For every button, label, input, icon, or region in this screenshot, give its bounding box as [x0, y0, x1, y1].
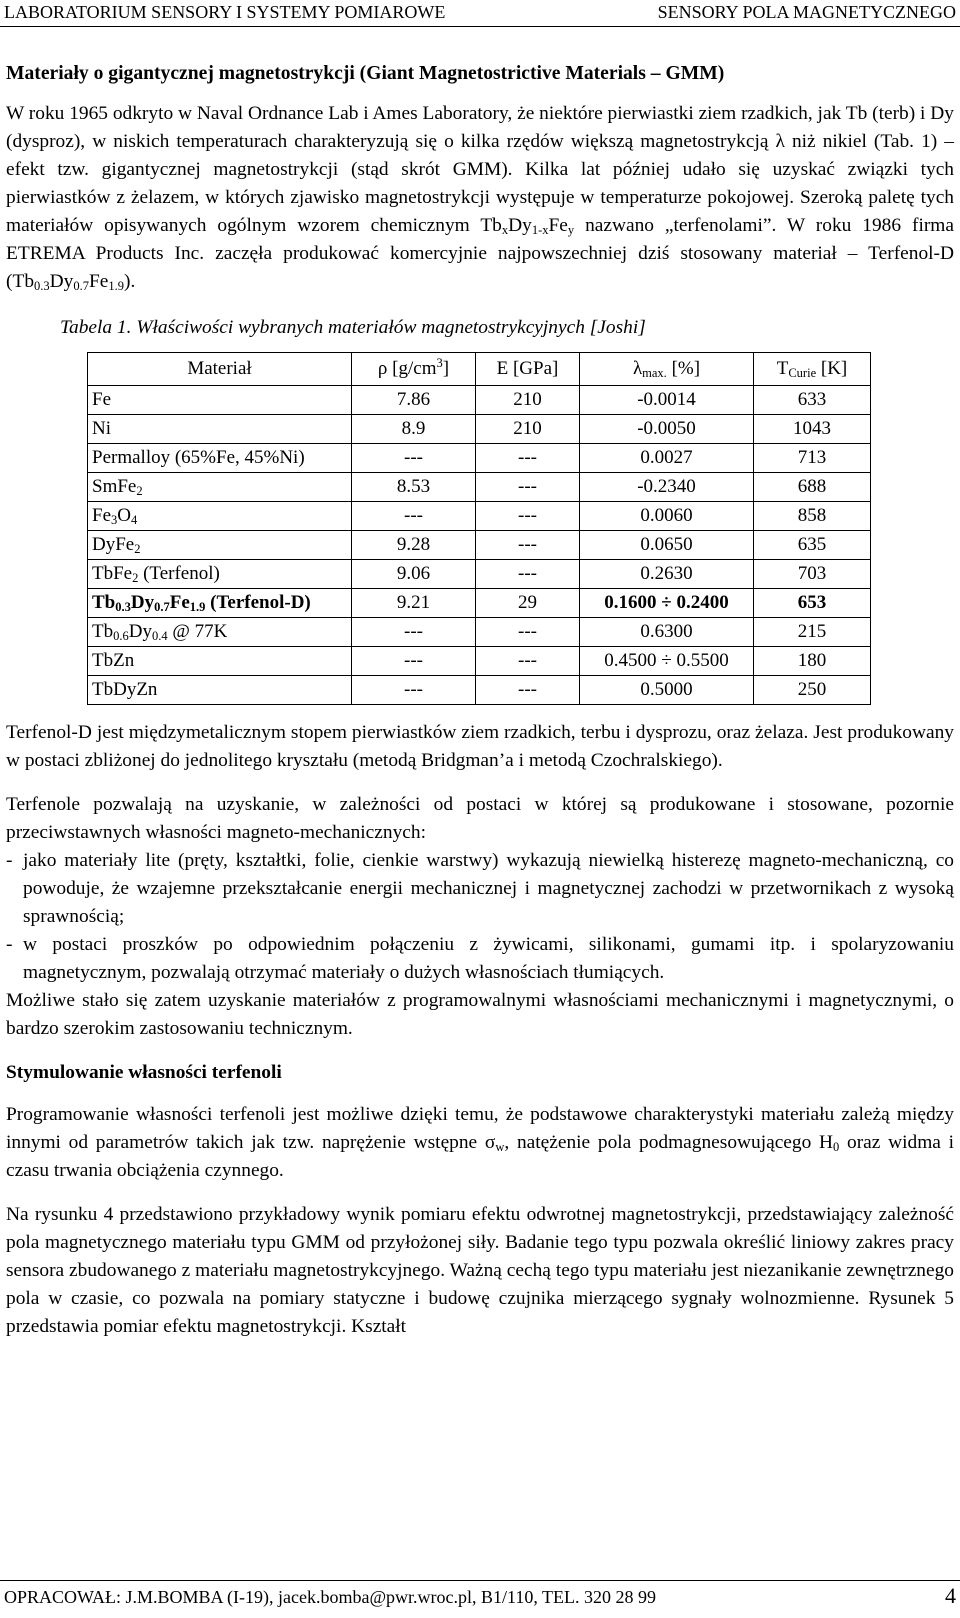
cell-curie: 703	[754, 560, 871, 589]
cell-density: 7.86	[352, 386, 476, 415]
table-caption: Tabela 1. Właściwości wybranych materiałów magnetostrykcyjnych [Joshi]	[60, 317, 646, 338]
table-row	[88, 444, 871, 473]
material-text-4: (Terfenol-D)	[205, 592, 311, 613]
header-lambda-sub: max.	[642, 366, 667, 380]
cell-density: ---	[352, 444, 476, 473]
properties-list	[6, 847, 954, 987]
cell-material	[88, 502, 352, 531]
material-sub-2: 4	[130, 513, 138, 527]
page-header	[0, 0, 960, 27]
header-t-text: T	[776, 358, 789, 379]
cell-material	[88, 531, 352, 560]
material-text: TbFe	[92, 563, 133, 584]
table-row	[88, 415, 871, 444]
material-sub-3: 1.9	[189, 600, 206, 614]
material-text-3: @ 77K	[167, 621, 228, 642]
material-sub: 2	[134, 542, 141, 556]
cell-curie: 215	[754, 618, 871, 647]
header-t-end: [K]	[816, 358, 848, 379]
cell-curie: 688	[754, 473, 871, 502]
material-text: Fe	[92, 505, 111, 526]
cell-density: 9.28	[352, 531, 476, 560]
list-item	[6, 931, 954, 987]
sigma-symbol: σ	[484, 1132, 496, 1153]
table-row	[88, 386, 871, 415]
header-curie	[754, 353, 871, 386]
header-rho-text: ρ [g/cm	[377, 358, 437, 379]
sigma-sub: w	[495, 1140, 505, 1154]
cell-material	[88, 473, 352, 502]
cell-density: 8.53	[352, 473, 476, 502]
cell-material	[88, 386, 352, 415]
cell-lambda: -0.0014	[580, 386, 754, 415]
cell-modulus: 210	[476, 415, 580, 444]
cell-density: ---	[352, 676, 476, 705]
p5-text-1: Programowanie własności terfenoli jest możliwe dzięki temu, że podstawowe charakterystyki materiału zależą między innymi od parametrów takich jak tzw. naprężenie wstępne	[6, 1104, 954, 1153]
header-lambda-text: λ	[632, 358, 643, 379]
cell-material	[88, 560, 352, 589]
header-lambda-end: [%]	[666, 358, 701, 379]
formula2-fe: Fe	[88, 271, 109, 292]
material-sub: 2	[136, 484, 143, 498]
cell-material	[88, 589, 352, 618]
paragraph-terfenole: Terfenole pozwalają na uzyskanie, w zależności od postaci w której są produkowane i stosowane, pozornie przeciwstawnych własności magneto-mechanicznych:	[6, 794, 954, 843]
cell-material	[88, 676, 352, 705]
cell-lambda: 0.0060	[580, 502, 754, 531]
material-text-2: Dy	[130, 592, 155, 613]
header-e-text: E [GPa]	[496, 358, 559, 379]
cell-material	[88, 647, 352, 676]
cell-modulus: 210	[476, 386, 580, 415]
material-sub: 0.6	[113, 629, 129, 643]
cell-curie: 653	[754, 589, 871, 618]
material-text-2: (Terfenol)	[138, 563, 220, 584]
material-text: Tb	[92, 592, 116, 613]
formula-x: x	[501, 223, 509, 237]
header-rho-end: ]	[442, 358, 450, 379]
formula2-19: 1.9	[108, 279, 124, 293]
header-lambda	[580, 353, 754, 386]
formula-1x: 1-x	[531, 223, 549, 237]
cell-material	[88, 618, 352, 647]
table-header-row	[88, 353, 871, 386]
paragraph-programowanie	[6, 1101, 954, 1185]
cell-density: 9.06	[352, 560, 476, 589]
cell-modulus: ---	[476, 560, 580, 589]
cell-material	[88, 415, 352, 444]
cell-density: 8.9	[352, 415, 476, 444]
cell-density: 9.21	[352, 589, 476, 618]
intro-text-1: W roku 1965 odkryto w Naval Ordnance Lab i Ames Laboratory, że niektóre pierwiastki ziem rzadkich, jak Tb (terb) i Dy (dysproz), w niskich temperaturach charakteryzują się o kilka rzędów większą magnetostrykcją λ niż nikiel (Tab. 1) – efekt tzw. gigantycznej magnetostrykcji (stąd skrót GMM). Kilka lat później udało się uzyskać związki tych pierwiastków z żelazem, w których zjawisko magnetostrykcji występuje w temperaturze pokojowej. Szeroką paletę tych materiałów opisywanych ogólnym wzorem chemicznym	[6, 103, 954, 236]
list-dash: -	[6, 850, 13, 871]
material-text-3: Fe	[169, 592, 190, 613]
material-text: Permalloy (65%Fe, 45%Ni)	[92, 447, 305, 468]
formula-y: y	[567, 223, 575, 237]
cell-lambda: 0.4500 ÷ 0.5500	[580, 647, 754, 676]
cell-lambda: 0.1600 ÷ 0.2400	[580, 589, 754, 618]
cell-modulus: ---	[476, 676, 580, 705]
formula2-07: 0.7	[73, 279, 89, 293]
intro-text-3: ).	[124, 271, 136, 292]
table-row	[88, 560, 871, 589]
header-left: LABORATORIUM SENSORY I SYSTEMY POMIAROWE	[4, 2, 446, 22]
header-material	[88, 353, 352, 386]
material-text: Tb	[92, 621, 114, 642]
cell-modulus: ---	[476, 647, 580, 676]
paragraph-terfenol-d: Terfenol-D jest międzymetalicznym stopem pierwiastków ziem rzadkich, terbu i dysprozu, oraz żelaza. Jest produkowany w postaci zbliżonej do jednolitego kryształu (metodą Bridgman’a i metodą Czochralskiego).	[6, 722, 954, 771]
cell-density: ---	[352, 618, 476, 647]
cell-modulus: 29	[476, 589, 580, 618]
cell-curie: 180	[754, 647, 871, 676]
material-sub: 2	[132, 571, 139, 585]
p5-text-3: oraz widma i czasu trwania obciążenia czynnego.	[6, 1132, 955, 1181]
cell-modulus: ---	[476, 531, 580, 560]
formula2-03: 0.3	[34, 279, 50, 293]
cell-modulus: ---	[476, 502, 580, 531]
header-density	[352, 353, 476, 386]
material-sub: 3	[111, 513, 118, 527]
cell-lambda: -0.0050	[580, 415, 754, 444]
intro-paragraph	[6, 100, 954, 296]
header-t-sub: Curie	[788, 366, 817, 380]
cell-curie: 635	[754, 531, 871, 560]
material-sub-2: 0.7	[154, 600, 170, 614]
table-row	[88, 676, 871, 705]
material-text: TbDyZn	[92, 679, 158, 700]
material-text: TbZn	[92, 650, 135, 671]
header-material-text: Materiał	[187, 358, 252, 379]
page-footer	[0, 1580, 960, 1618]
formula-tb: Tb	[480, 215, 502, 236]
cell-lambda: 0.0027	[580, 444, 754, 473]
p5-text-2: , natężenie pola podmagnesowującego H	[504, 1132, 834, 1153]
table-row	[88, 502, 871, 531]
page-content	[6, 60, 954, 1341]
material-sub-2: 0.4	[151, 629, 168, 643]
section-title: Materiały o gigantycznej magnetostrykcji (Giant Magnetostrictive Materials – GMM)	[6, 63, 725, 84]
material-sub: 0.3	[115, 600, 131, 614]
cell-modulus: ---	[476, 444, 580, 473]
list-item-text: jako materiały lite (pręty, kształtki, folie, cienkie warstwy) wykazują niewielką histerezę magneto-mechaniczną, co powoduje, że wzajemne przekształcanie energii mechanicznej i magnetycznej zachodzi w przetwornikach z wysoką sprawnością;	[23, 850, 954, 927]
material-text: SmFe	[92, 476, 137, 497]
header-right: SENSORY POLA MAGNETYCZNEGO	[657, 2, 956, 22]
footer-author: OPRACOWAŁ: J.M.BOMBA (I-19), jacek.bomba@pwr.wroc.pl, B1/110, TEL. 320 28 99	[4, 1587, 657, 1607]
table-row-highlighted	[88, 589, 871, 618]
cell-modulus: ---	[476, 618, 580, 647]
cell-lambda: 0.2630	[580, 560, 754, 589]
material-text-2: Dy	[128, 621, 152, 642]
cell-lambda: 0.0650	[580, 531, 754, 560]
subsection-title: Stymulowanie własności terfenoli	[6, 1062, 282, 1083]
material-text: DyFe	[92, 534, 135, 555]
properties-table	[87, 352, 871, 705]
cell-curie: 858	[754, 502, 871, 531]
table-row	[88, 531, 871, 560]
material-text: Ni	[92, 418, 111, 439]
page-number: 4	[945, 1583, 956, 1608]
cell-curie: 250	[754, 676, 871, 705]
formula-fe: Fe	[548, 215, 568, 236]
list-item-text: w postaci proszków po odpowiednim połączeniu z żywicami, silikonami, gumami itp. i spolaryzowaniu magnetycznym, pozwalają otrzymać materiały o dużych własnościach tłumiących.	[23, 934, 954, 983]
paragraph-rysunek: Na rysunku 4 przedstawiono przykładowy wynik pomiaru efektu odwrotnej magnetostrykcji, przedstawiający zależność pola magnetycznego materiału typu GMM od przyłożonej siły. Badanie tego typu pozwala określić liniowy zakres pracy sensora zbudowanego z materiału magnetostrykcyjnego. Ważną cechą tego typu materiału jest niezanikanie zewnętrznego pola w czasie, co pozwala na pomiary statyczne i budowę czujnika mierzącego sygnały wolnozmienne. Rysunek 5 przedstawia pomiar efektu magnetostrykcji. Kształt	[6, 1204, 954, 1337]
table-row	[88, 618, 871, 647]
cell-curie: 713	[754, 444, 871, 473]
paragraph-mozliwe: Możliwe stało się zatem uzyskanie materiałów z programowalnymi własnościami mechanicznymi i magnetycznymi, o bardzo szerokim zastosowaniu technicznym.	[6, 990, 954, 1039]
cell-lambda: 0.6300	[580, 618, 754, 647]
formula2-tb: Tb	[12, 271, 35, 292]
list-item	[6, 847, 954, 931]
material-text-2: O	[117, 505, 131, 526]
header-modulus	[476, 353, 580, 386]
cell-lambda: -0.2340	[580, 473, 754, 502]
formula2-dy: Dy	[49, 271, 74, 292]
list-dash: -	[6, 934, 13, 955]
cell-material	[88, 444, 352, 473]
cell-curie: 1043	[754, 415, 871, 444]
formula-dy: Dy	[508, 215, 532, 236]
cell-density: ---	[352, 647, 476, 676]
h-sub: 0	[833, 1140, 840, 1154]
intro-text-2: nazwano „terfenolami”. W roku 1986 firma ETREMA Products Inc. zaczęła produkować komercyjnie najpowszechniej dziś stosowany materiał – Terfenol-D (	[6, 215, 954, 292]
cell-modulus: ---	[476, 473, 580, 502]
table-row	[88, 473, 871, 502]
cell-lambda: 0.5000	[580, 676, 754, 705]
material-text: Fe	[92, 389, 111, 410]
cell-curie: 633	[754, 386, 871, 415]
table-row	[88, 647, 871, 676]
cell-density: ---	[352, 502, 476, 531]
header-rho-sup: 3	[436, 356, 443, 370]
